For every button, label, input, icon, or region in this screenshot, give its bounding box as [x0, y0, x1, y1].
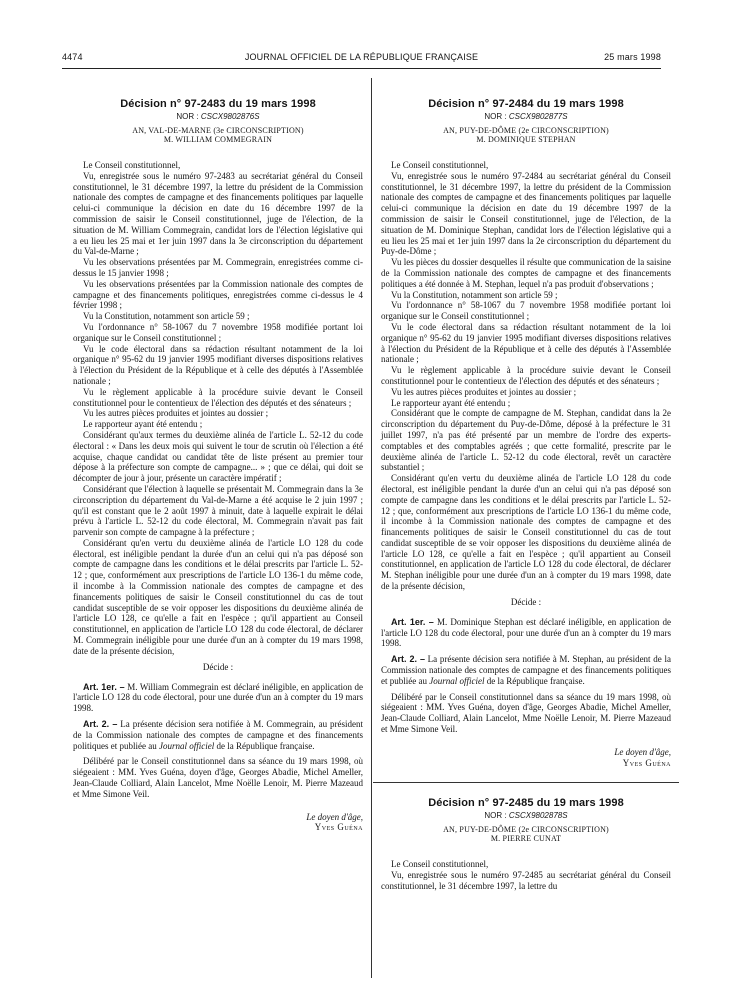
circonscription: AN, VAL-DE-MARNE (3e CIRCONSCRIPTION)	[132, 126, 304, 135]
decision-2484	[381, 98, 671, 768]
issue-date: 25 mars 1998	[604, 52, 661, 62]
paragraph: Vu les autres pièces produites et jointes au dossier ;	[83, 408, 269, 419]
paragraph: Vu, enregistrée sous le numéro 97-2484 au secrétariat général du Conseil constitutionnel, le 31 décembre 1997, la lettre du président de la Commission nationale des comptes de campagne et des financements politiques par laquelle celui-ci communique la décision en date du 19 décembre 1997 de la commission de saisir le Conseil constitutionnel, juge de l'élection, de la situation de M. Dominique Stephan, candidat lors de l'élection législative qui a eu lieu les 25 mai et 1er juin 1997 dans la 2e circonscription du département du Puy-de-Dôme ;	[381, 170, 671, 257]
paragraph: Considérant qu'en vertu du deuxième alinéa de l'article LO 128 du code électoral, est inéligible pendant la durée d'un an celui qui n'a pas déposé son compte de campagne dans les conditions et le délai prescrits par l'article L. 52-12 ; que, conformément aux prescriptions de l'article LO 136-1 du même code, il incombe à la Commission nationale des comptes de campagne et des financements politiques de saisir le Conseil constitutionnel du cas de tout candidat susceptible de se voir opposer les dispositions du deuxième alinéa de l'article LO 128, ce qu'elle a fait en l'espèce ; qu'il appartient au Conseil constitutionnel, en application de l'article LO 128 du code électoral, de déclarer M. Stephan inéligible pour une durée d'un an à compter du 19 mars 1998, date de la présente décision,	[381, 473, 671, 592]
paragraph: Vu les observations présentées par la Commission nationale des comptes de campagne et des financements politiques, enregistrées comme ci-dessus le 4 février 1998 ;	[73, 278, 363, 311]
paragraph: Le Conseil constitutionnel,	[391, 160, 489, 170]
paragraph: Vu le code électoral dans sa rédaction résultant notamment de la loi organique n° 95-62 du 19 janvier 1995 modifiant diverses dispositions relatives à l'élection du Président de la République et à celle des députés à l'Assemblée nationale ;	[73, 343, 363, 386]
nor-reference	[73, 112, 363, 121]
journal-title: JOURNAL OFFICIEL DE LA RÉPUBLIQUE FRANÇAISE	[244, 52, 479, 62]
paragraph: Le rapporteur ayant été entendu ;	[83, 419, 203, 430]
paragraph: Considérant que l'élection à laquelle se présentait M. Commegrain dans la 3e circonscription du département du Val-de-Marne a été acquise le 2 juin 1997 ; qu'il est constant que le 2 août 1997 à minuit, date à laquelle expirait le délai prévu à l'article L. 52-12 du code électoral, M. Commegrain n'avait pas fait parvenir son compte de campagne à la préfecture ;	[73, 483, 363, 538]
journal-officiel-ref: Journal officiel	[158, 740, 215, 751]
circonscription: AN, PUY-DE-DÔME (2e CIRCONSCRIPTION)	[443, 126, 609, 135]
paragraph: Vu le règlement applicable à la procédure suivie devant le Conseil constitutionnel pour le contentieux de l'élection des députés et des sénateurs ;	[381, 365, 671, 386]
decision-body	[381, 160, 671, 592]
person-name: M. PIERRE CUNAT	[490, 834, 562, 844]
decision-2485	[381, 797, 671, 891]
paragraph: Le rapporteur ayant été entendu ;	[391, 397, 511, 408]
paragraph: Vu les autres pièces produites et jointes au dossier ;	[391, 386, 577, 397]
nor-code: CSCX9802877S	[508, 112, 568, 121]
article-2	[73, 719, 363, 751]
deliberation-block	[381, 692, 671, 735]
decision-body	[73, 160, 363, 657]
signature-name: Yves Guéna	[314, 822, 363, 833]
paragraph: Vu les pièces du dossier desquelles il résulte que communication de la saisine de la Commission nationale des comptes de campagne et des financements politiques a été donnée à M. Stephan, lequel n'a pas produit d'observations ;	[381, 257, 671, 289]
article-2-label: Art. 2. –	[83, 719, 118, 730]
deliberation: Délibéré par le Conseil constitutionnel dans sa séance du 19 mars 1998, où siégeaient : MM. Yves Guéna, doyen d'âge, Georges Abadie, Michel Ameller, Jean-Claude Colliard, Alain Lancelot, Mme Noëlle Lenoir, M. Pierre Mazeaud et Mme Simone Veil.	[381, 691, 671, 735]
decision-title: Décision n° 97-2484 du 19 mars 1998	[428, 98, 624, 110]
nor-label: NOR :	[176, 112, 201, 121]
decision-body	[381, 859, 671, 891]
nor-label: NOR :	[484, 811, 509, 821]
signature-role: Le doyen d'âge,	[306, 811, 363, 822]
paragraph: Vu les observations présentées par M. Commegrain, enregistrées comme ci-dessus le 15 janvier 1998 ;	[73, 257, 363, 278]
left-column	[73, 98, 363, 833]
paragraph: Vu la Constitution, notamment son article 59 ;	[391, 289, 558, 300]
article-2-text: La présente décision sera notifiée à M. Commegrain, au président de la Commission nationale des comptes de campagne et des financements politiques et publiée au	[73, 719, 363, 751]
decide-heading: Décide :	[510, 596, 542, 607]
article-2-text-end: de la République française.	[484, 675, 585, 686]
circonscription: AN, PUY-DE-DÔME (2e CIRCONSCRIPTION)	[443, 825, 609, 835]
signature-role: Le doyen d'âge,	[614, 746, 671, 757]
paragraph: Le Conseil constitutionnel,	[391, 859, 489, 870]
nor-code: CSCX9802876S	[200, 112, 260, 121]
decide-heading: Décide :	[202, 661, 234, 672]
right-column	[381, 98, 671, 892]
article-1	[73, 682, 363, 714]
nor-reference	[381, 811, 671, 820]
paragraph: Vu l'ordonnance n° 58-1067 du 7 novembre 1958 modifiée portant loi organique sur le Conseil constitutionnel ;	[73, 321, 363, 343]
article-1-text: M. William Commegrain est déclaré inéligible, en application de l'article LO 128 du code électoral, pour une durée d'un an à compter du 19 mars 1998.	[73, 681, 364, 714]
page-number: 4474	[62, 52, 83, 62]
signature	[73, 812, 363, 834]
person-name: M. WILLIAM COMMEGRAIN	[163, 135, 273, 144]
nor-code: CSCX9802878S	[508, 811, 568, 821]
paragraph: Considérant que le compte de campagne de M. Stephan, candidat dans la 2e circonscription du département du Puy-de-Dôme, déposé à la préfecture le 31 juillet 1997, n'a pas été présenté par un membre de l'ordre des experts-comptables et des comptables agréés ; que cette formalité, prescrite par le deuxième alinéa de l'article L. 52-12 du code électoral, revêt un caractère substantiel ;	[381, 408, 671, 473]
page-header	[62, 52, 661, 66]
header-rule	[62, 68, 661, 69]
decision-separator	[373, 782, 679, 783]
paragraph: Vu le code électoral dans sa rédaction résultant notamment de la loi organique n° 95-62 du 19 janvier 1995 modifiant diverses dispositions relatives à l'élection du Président de la République et à celle des députés à l'Assemblée nationale ;	[381, 321, 671, 365]
decision-2483	[73, 98, 363, 833]
paragraph: Considérant qu'en vertu du deuxième alinéa de l'article LO 128 du code électoral, est inéligible pendant la durée d'un an celui qui n'a pas déposé son compte de campagne dans les conditions et le délai prescrits par l'article L. 52-12 ; que, conformément aux prescriptions de l'article LO 136-1 du même code, il incombe à la Commission nationale des comptes de campagne et des financements politiques de saisir le Conseil constitutionnel du cas de tout candidat susceptible de se voir opposer les dispositions du deuxième alinéa de l'article LO 128, ce qu'elle a fait en l'espèce ; qu'il appartient au Conseil constitutionnel, en application de l'article LO 128 du code électoral, de déclarer M. Commegrain inéligible pour une durée d'un an à compter du 19 mars 1998, date de la présente décision,	[73, 537, 363, 656]
deliberation-block	[73, 756, 363, 799]
paragraph: Considérant qu'aux termes du deuxième alinéa de l'article L. 52-12 du code électoral : « Dans les deux mois qui suivent le tour de scrutin où l'élection a été acquise, chaque candidat ou candidat tête de liste présent au premier tour dépose à la préfecture son compte de campagne... » ; que ce délai, qui doit se décompter de jour à jour, présente un caractère impératif ;	[73, 429, 363, 484]
paragraph: Vu l'ordonnance n° 58-1067 du 7 novembre 1958 modifiée portant loi organique sur le Conseil constitutionnel ;	[381, 300, 671, 322]
article-1-text: M. Dominique Stephan est déclaré inéligible, en application de l'article LO 128 du code électoral, pour une durée d'un an à compter du 19 mars 1998.	[381, 616, 672, 649]
nor-reference	[381, 112, 671, 121]
article-1	[381, 617, 671, 649]
article-2-label: Art. 2. –	[391, 654, 425, 665]
paragraph: Vu le règlement applicable à la procédure suivie devant le Conseil constitutionnel pour le contentieux de l'élection des députés et des sénateurs ;	[73, 386, 363, 408]
decision-title: Décision n° 97-2485 du 19 mars 1998	[428, 797, 624, 810]
signature	[381, 747, 671, 769]
paragraph: Vu, enregistrée sous le numéro 97-2483 au secrétariat général du Conseil constitutionnel, le 31 décembre 1997, la lettre du président de la Commission nationale des comptes de campagne et des financements politiques par laquelle celui-ci communique la décision en date du 16 décembre 1997 de la commission de saisir le Conseil constitutionnel, juge de l'élection, de la situation de M. William Commegrain, candidat lors de l'élection législative qui a eu lieu les 25 mai et 1er juin 1997 dans la 3e circonscription du département du Val-de-Marne ;	[73, 170, 363, 257]
nor-label: NOR :	[484, 112, 509, 121]
column-divider	[371, 78, 372, 978]
article-2-text: La présente décision sera notifiée à M. Stephan, au président de la Commission nationale des comptes de campagne et des financements politiques et publiée au	[381, 654, 671, 686]
article-1-label: Art. 1er. –	[391, 616, 434, 627]
paragraph: Vu la Constitution, notamment son article 59 ;	[83, 311, 250, 322]
person-name: M. DOMINIQUE STEPHAN	[476, 135, 576, 144]
journal-officiel-ref: Journal officiel	[429, 675, 485, 686]
paragraph: Le Conseil constitutionnel,	[83, 160, 181, 170]
article-1-label: Art. 1er. –	[83, 681, 125, 692]
signature-name: Yves Guéna	[622, 757, 671, 768]
article-2-text-end: de la République française.	[214, 740, 315, 751]
deliberation: Délibéré par le Conseil constitutionnel dans sa séance du 19 mars 1998, où siégeaient : MM. Yves Guéna, doyen d'âge, Georges Abadie, Michel Ameller, Jean-Claude Colliard, Alain Lancelot, Mme Noëlle Lenoir, M. Pierre Mazeaud et Mme Simone Veil.	[73, 756, 363, 799]
decision-title: Décision n° 97-2483 du 19 mars 1998	[120, 98, 316, 110]
article-2	[381, 654, 671, 686]
paragraph: Vu, enregistrée sous le numéro 97-2485 au secrétariat général du Conseil constitutionnel, le 31 décembre 1997, la lettre du	[381, 870, 671, 892]
